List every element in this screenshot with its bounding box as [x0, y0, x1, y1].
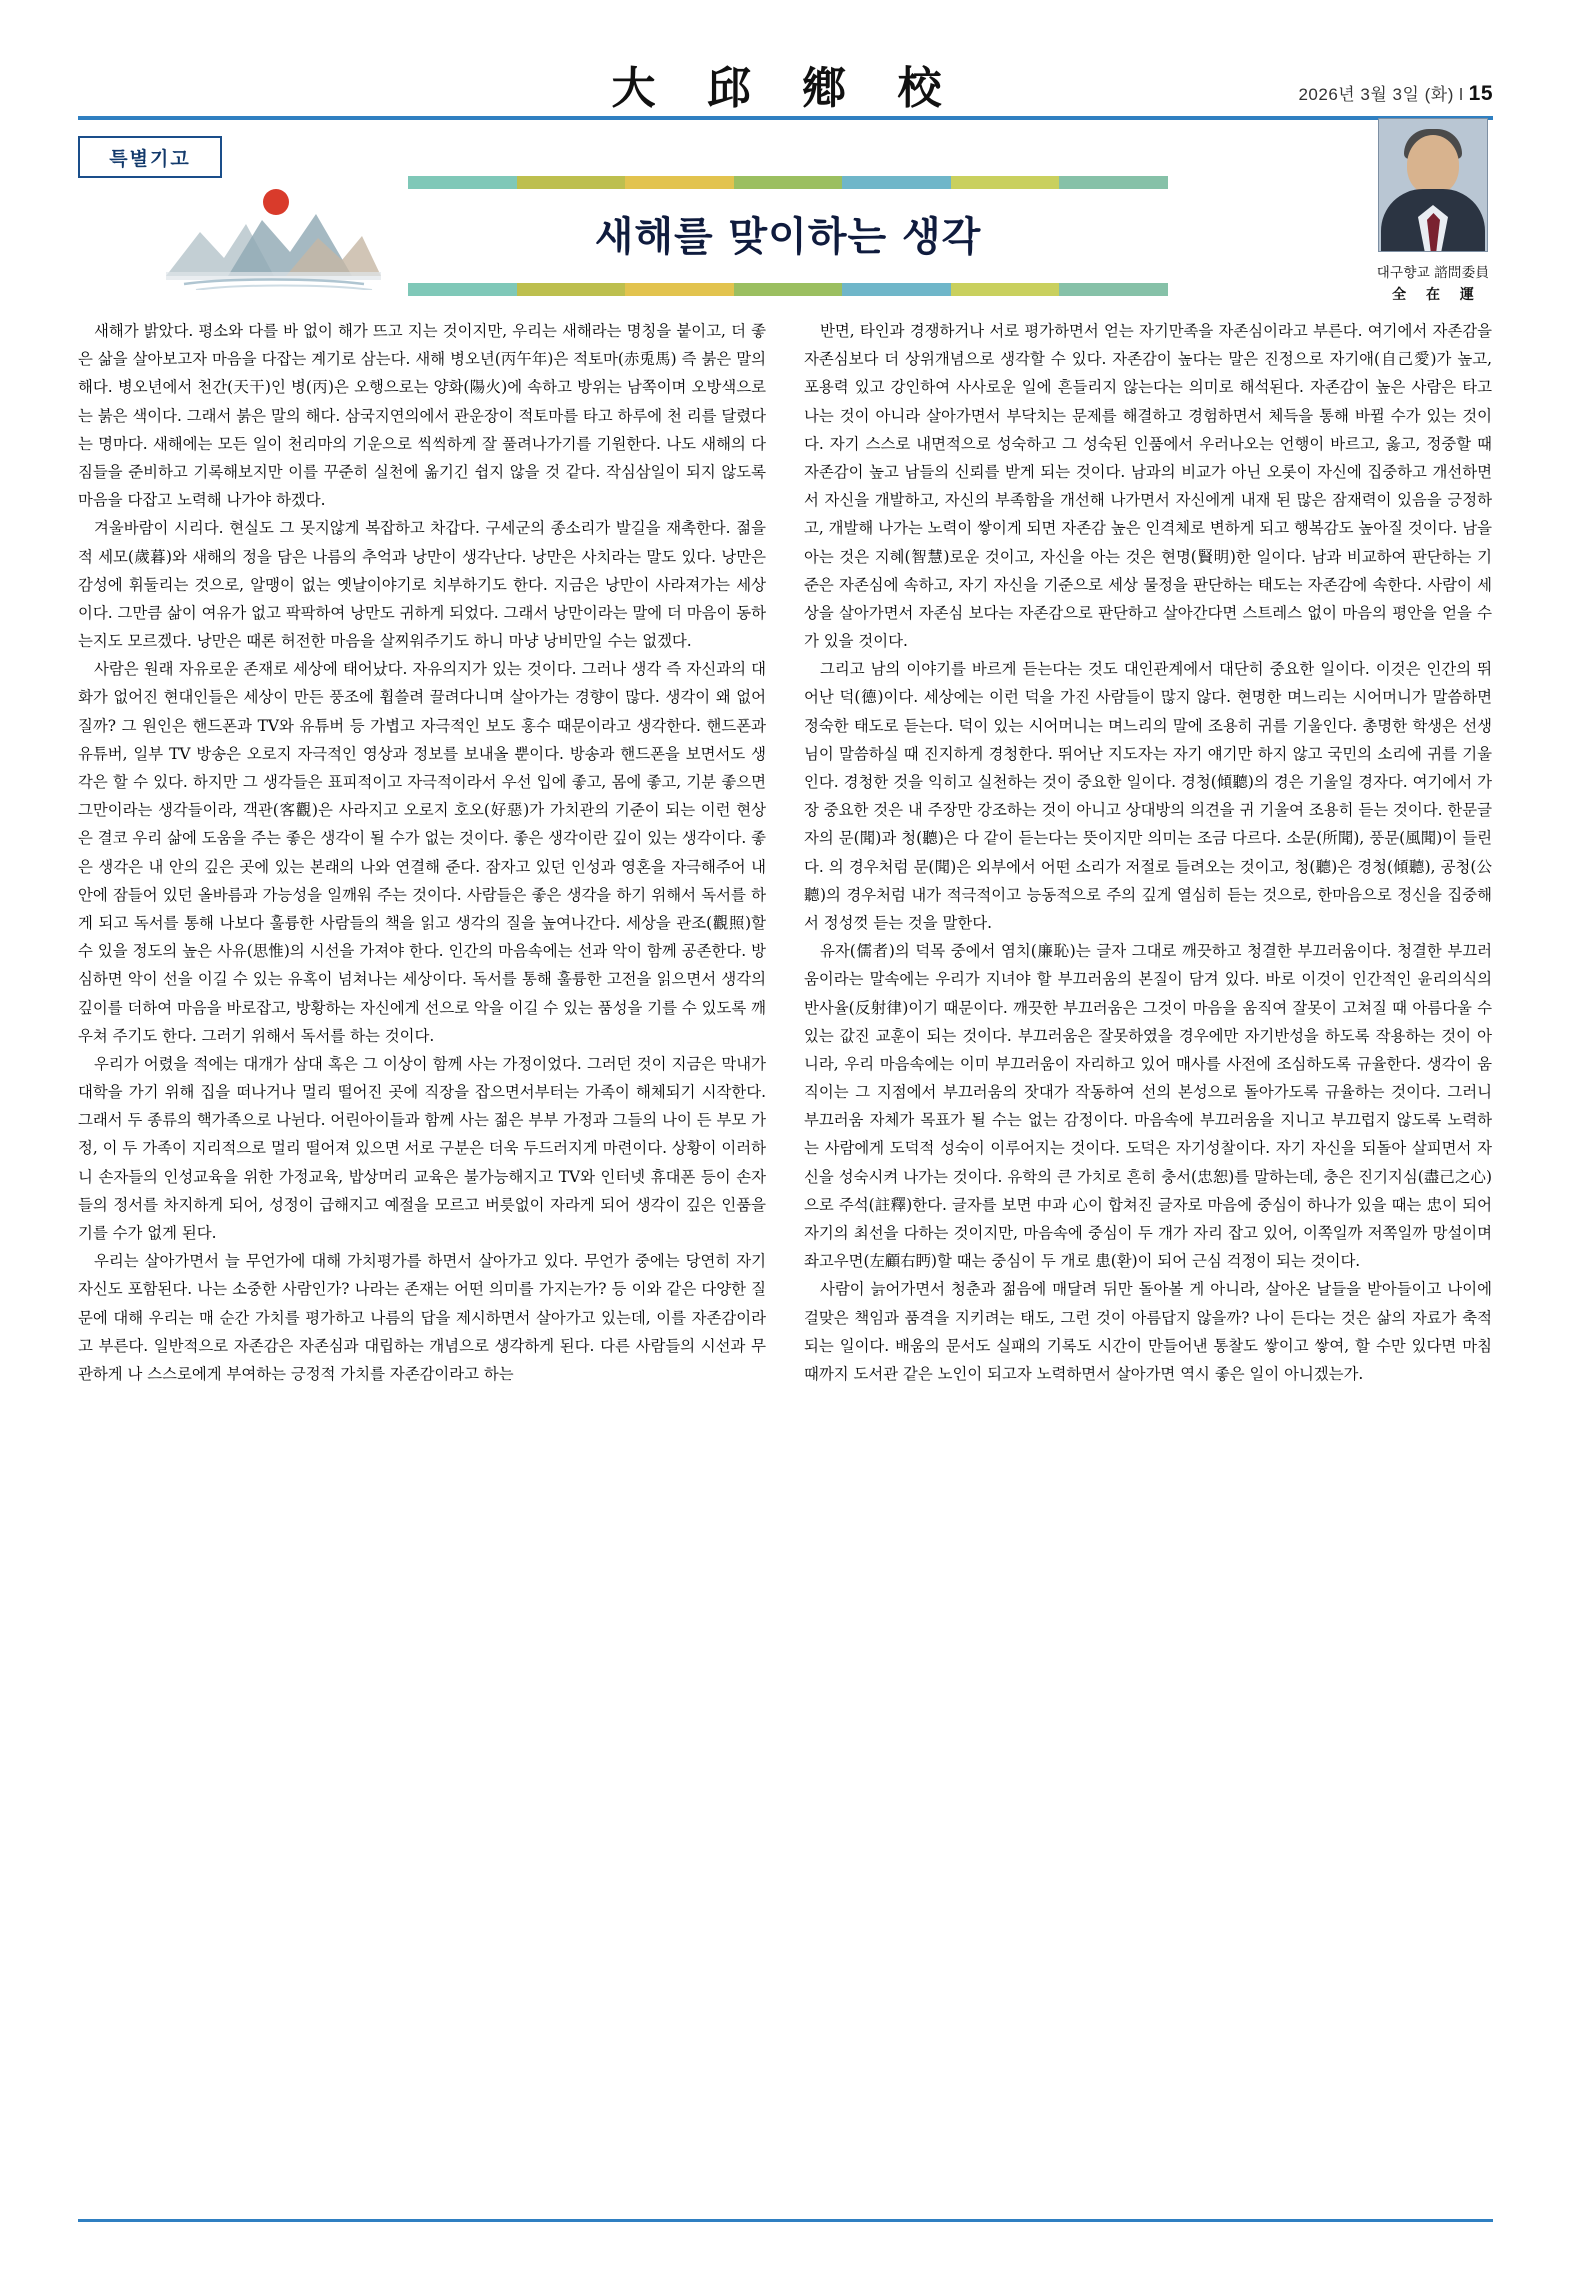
avatar: [1378, 118, 1488, 252]
left-column: [78, 317, 766, 1388]
page-number: 15: [1468, 82, 1493, 105]
right-column: [804, 317, 1492, 1388]
paragraph: 유자(儒者)의 덕목 중에서 염치(廉恥)는 글자 그대로 깨끗하고 청결한 부끄러움이다. 청결한 부끄러움이라는 말속에는 우리가 지녀야 할 부끄러움의 본질이 담겨 있다. 바로 이것이 인간적인 윤리의식의 반사율(反射律)이기 때문이다. 깨끗한 부끄러움은 그것이 마음을 움직여 잘못이 고쳐질 때 아름다울 수 있는 값진 교훈이 되는 것이다. 부끄러움은 잘못하였을 경우에만 자기반성을 하도록 작용하는 것이 아니라, 우리 마음속에는 이미 부끄러움이 자리하고 있어 매사를 사전에 조심하도록 규율한다. 생각이 움직이는 그 지점에서 부끄러움의 잣대가 작동하여 선의 본성으로 돌아가도록 규율하는 것이다. 그러니 부끄러움 자체가 목표가 될 수는 없는 감정이다. 마음속에 부끄러움을 지니고 부끄럽지 않도록 노력하는 사람에게 도덕적 성숙이 이루어지는 것이다. 도덕은 자기성찰이다. 자기 자신을 되돌아 살피면서 자신을 성숙시켜 나가는 것이다. 유학의 큰 가치로 흔히 충서(忠恕)를 말하는데, 충은 진기지심(盡己之心)으로 주석(註釋)한다. 글자를 보면 中과 心이 합쳐진 글자로 마음에 중심이 하나가 있을 때는 忠이 되어 자기의 최선을 다하는 것이지만, 마음속에 중심이 두 개가 자리 잡고 있어, 이쪽일까 저쪽일까 망설이며 좌고우면(左顧右眄)할 때는 중심이 두 개로 患(환)이 되어 근심 걱정이 되는 것이다.: [804, 942, 1492, 1271]
article-header: [78, 118, 1493, 313]
footer-divider: [78, 2219, 1493, 2222]
masthead: [78, 0, 1493, 118]
paragraph: 그리고 남의 이야기를 바르게 듣는다는 것도 대인관계에서 대단히 중요한 일이다. 이것은 인간의 뛰어난 덕(德)이다. 세상에는 이런 덕을 가진 사람들이 많지 않다. 현명한 며느리는 시어머니가 말씀하면 정숙한 태도로 듣는다. 덕이 있는 시어머니는 며느리의 말에 조용히 귀를 기울인다. 총명한 학생은 선생님이 말씀하실 때 진지하게 경청한다. 뛰어난 지도자는 자기 얘기만 하지 않고 국민의 소리에 귀를 기울인다. 경청한 것을 익히고 실천하는 것이 중요한 일이다. 경청(傾聽)의 경은 기울일 경자다. 여기에서 가장 중요한 것은 내 주장만 강조하는 것이 아니고 상대방의 의견을 귀 기울여 조용히 듣는 것이다. 한문글자의 문(聞)과 청(聽)은 다 같이 듣는다는 뜻이지만 의미는 조금 다르다. 소문(所聞), 풍문(風聞)이 들린다. 의 경우처럼 문(聞)은 외부에서 어떤 소리가 저절로 들려오는 것이고, 청(聽)은 경청(傾聽), 공청(公聽)의 경우처럼 내가 적극적이고 능동적으로 주의 깊게 열심히 듣는 것으로, 한마음으로 정신을 집중해서 정성껏 듣는 것을 말한다.: [804, 660, 1492, 932]
paragraph: 사람은 원래 자유로운 존재로 세상에 태어났다. 자유의지가 있는 것이다. 그러나 생각 즉 자신과의 대화가 없어진 현대인들은 세상이 만든 풍조에 휩쓸려 끌려다니며 살아가는 경향이 많다. 생각이 왜 없어질까? 그 원인은 핸드폰과 TV와 유튜버 등 가볍고 자극적인 보도 홍수 때문이라고 생각한다. 핸드폰과 유튜버, 일부 TV 방송은 오로지 자극적인 영상과 정보를 보내올 뿐이다. 방송과 핸드폰을 보면서도 생각은 할 수 있다. 하지만 그 생각들은 표피적이고 자극적이라서 우선 입에 좋고, 몸에 좋고, 기분 좋으면 그만이라는 생각들이라, 객관(客觀)은 사라지고 오로지 호오(好惡)가 가치관의 기준이 되는 이런 현상은 결코 우리 삶에 도움을 주는 좋은 생각이 될 수가 없는 것이다. 좋은 생각이란 깊이 있는 생각이다. 좋은 생각은 내 안의 깊은 곳에 있는 본래의 나와 연결해 준다. 잠자고 있던 인성과 영혼을 자극해주어 내 안에 잠들어 있던 올바름과 가능성을 일깨워 주는 것이다. 사람들은 좋은 생각을 하기 위해서 독서를 하게 되고 독서를 통해 나보다 훌륭한 사람들의 책을 읽고 생각의 질을 높여나간다. 세상을 관조(觀照)할 수 있을 정도의 높은 사유(思惟)의 시선을 가져야 한다. 인간의 마음속에는 선과 악이 함께 공존한다. 방심하면 악이 선을 이길 수 있는 유혹이 넘쳐나는 세상이다. 독서를 통해 훌륭한 고전을 읽으면서 생각의 깊이를 더하여 마음을 바로잡고, 방황하는 자신에게 선으로 악을 이길 수 있는 품성을 기를 수 있도록 깨우쳐 주기도 한다. 그러기 위해서 독서를 하는 것이다.: [78, 660, 766, 1045]
paragraph: 우리는 살아가면서 늘 무언가에 대해 가치평가를 하면서 살아가고 있다. 무언가 중에는 당연히 자기 자신도 포함된다. 나는 소중한 사람인가? 나라는 존재는 어떤 의미를 가지는가? 등 이와 같은 다양한 질문에 대해 우리는 매 순간 가치를 평가하고 나름의 답을 제시하면서 살아가고 있는데, 이를 자존감이라고 부른다. 일반적으로 자존감은 자존심과 대립하는 개념으로 생각하게 된다. 다른 사람들의 시선과 무관하게 나 스스로에게 부여하는 긍정적 가치를 자존감이라고 하는: [78, 1252, 766, 1383]
author-role: 대구향교 諮問委員: [1376, 265, 1490, 280]
masthead-title: 大 邱 鄕 校: [611, 63, 960, 114]
paragraph: 새해가 밝았다. 평소와 다를 바 없이 해가 뜨고 지는 것이지만, 우리는 새해라는 명칭을 붙이고, 더 좋은 삶을 살아보고자 마음을 다잡는 계기로 삼는다. 새해 병오년(丙午年)은 적토마(赤兎馬) 즉 붉은 말의 해다. 병오년에서 천간(天干)인 병(丙)은 오행으로는 양화(陽火)에 속하고 방위는 남쪽이며 오방색으로는 붉은 색이다. 그래서 붉은 말의 해다. 삼국지연의에서 관운장이 적토마를 타고 하루에 천 리를 달렸다는 명마다. 새해에는 모든 일이 천리마의 기운으로 씩씩하게 잘 풀려나가기를 기원한다. 나도 새해의 다짐들을 준비하고 기록해보지만 이를 꾸준히 실천에 옮기긴 쉽지 않을 것 같다. 작심삼일이 되지 않도록 마음을 다잡고 노력해 나가야 하겠다.: [78, 322, 766, 510]
paragraph: 반면, 타인과 경쟁하거나 서로 평가하면서 얻는 자기만족을 자존심이라고 부른다. 여기에서 자존감을 자존심보다 더 상위개념으로 생각할 수 있다. 자존감이 높다는 말은 진정으로 자기애(自己愛)가 높고, 포용력 있고 강인하여 사사로운 일에 흔들리지 않는다는 의미로 해석된다. 자존감이 높은 사람은 타고나는 것이 아니라 살아가면서 부닥치는 문제를 해결하고 경험하면서 체득을 통해 바뀔 수가 있는 것이다. 자기 스스로 내면적으로 성숙하고 그 성숙된 인품에서 우러나오는 언행이 바르고, 옳고, 정중할 때 자존감이 높고 남들의 신뢰를 받게 되는 것이다. 남과의 비교가 아닌 오롯이 자신에 집중하고 개선하면서 자신을 개발하고, 자신의 부족함을 개선해 나가면서 자신에게 내재 된 많은 잠재력이 있음을 긍정하고, 개발해 나가는 노력이 쌓이게 되면 자존감 높은 인격체로 변하게 되고 행복감도 높아질 것이다. 남을 아는 것은 지혜(智慧)로운 것이고, 자신을 아는 것은 현명(賢明)한 일이다. 남과 비교하여 판단하는 기준은 자존심에 속하고, 자기 자신을 기준으로 세상 물정을 판단하는 태도는 자존감에 속한다. 사람이 세상을 살아가면서 자존심 보다는 자존감으로 판단하고 살아간다면 스트레스 없이 마음의 평안을 얻을 수가 있을 것이다.: [804, 322, 1492, 651]
publication-date: 2026년 3월 3일 (화): [1298, 85, 1454, 104]
article-body: [78, 317, 1493, 1388]
mountain-sunrise-icon: [166, 180, 381, 290]
masthead-date: [1298, 80, 1493, 106]
author-box: [1373, 118, 1493, 304]
stripe-top: [408, 176, 1168, 189]
paragraph: 우리가 어렸을 적에는 대개가 삼대 혹은 그 이상이 함께 사는 가정이었다. 그러던 것이 지금은 막내가 대학을 가기 위해 집을 떠나거나 멀리 떨어진 곳에 직장을 잡으면서부터는 가족이 해체되기 시작한다. 그래서 두 종류의 핵가족으로 나뉜다. 어린아이들과 함께 사는 젊은 부부 가정과 그들의 나이 든 부모 가정, 이 두 가족이 지리적으로 멀리 떨어져 있으면 서로 구분은 더욱 두드러지게 마련이다. 상황이 이러하니 손자들의 인성교육을 위한 가정교육, 밥상머리 교육은 불가능해지고 TV와 인터넷 휴대폰 등이 손자들의 정서를 차지하게 되어, 성정이 급해지고 예절을 모르고 버릇없이 자라게 되어 생각이 깊은 인품을 기를 수가 없게 된다.: [78, 1054, 766, 1242]
page-title: 새해를 맞이하는 생각: [594, 213, 982, 260]
title-wrap: [408, 176, 1168, 296]
paragraph: 사람이 늙어가면서 청춘과 젊음에 매달려 뒤만 돌아볼 게 아니라, 살아온 날들을 받아들이고 나이에 걸맞은 책임과 품격을 지키려는 태도, 그런 것이 아름답지 않을까? 나이 든다는 것은 삶의 자료가 축적되는 일이다. 배움의 문서도 실패의 기록도 시간이 만들어낸 통찰도 쌓이고 쌓여, 할 수만 있다면 마침 때까지 도서관 같은 노인이 되고자 노력하면서 살아가면 역시 좋은 일이 아니겠는가.: [804, 1280, 1492, 1383]
category-badge: 특별기고: [78, 136, 222, 178]
author-name: 全 在 運: [1392, 286, 1482, 302]
stripe-bottom: [408, 283, 1168, 296]
date-separator: l: [1459, 85, 1464, 104]
paragraph: 겨울바람이 시리다. 현실도 그 못지않게 복잡하고 차갑다. 구세군의 종소리가 발길을 재촉한다. 젊을 적 세모(歲暮)와 새해의 정을 담은 나름의 추억과 낭만이 생각난다. 낭만은 사치라는 말도 있다. 낭만은 감성에 휘둘리는 것으로, 알맹이 없는 옛날이야기로 치부하기도 한다. 지금은 낭만이 사라져가는 세상이다. 그만큼 삶이 여유가 없고 팍팍하여 낭만도 귀하게 되었다. 그래서 낭만이라는 말에 더 마음이 동하는지도 모르겠다. 낭만은 때론 허전한 마음을 살찌워주기도 하니 마냥 낭비만일 수는 없겠다.: [78, 519, 766, 651]
